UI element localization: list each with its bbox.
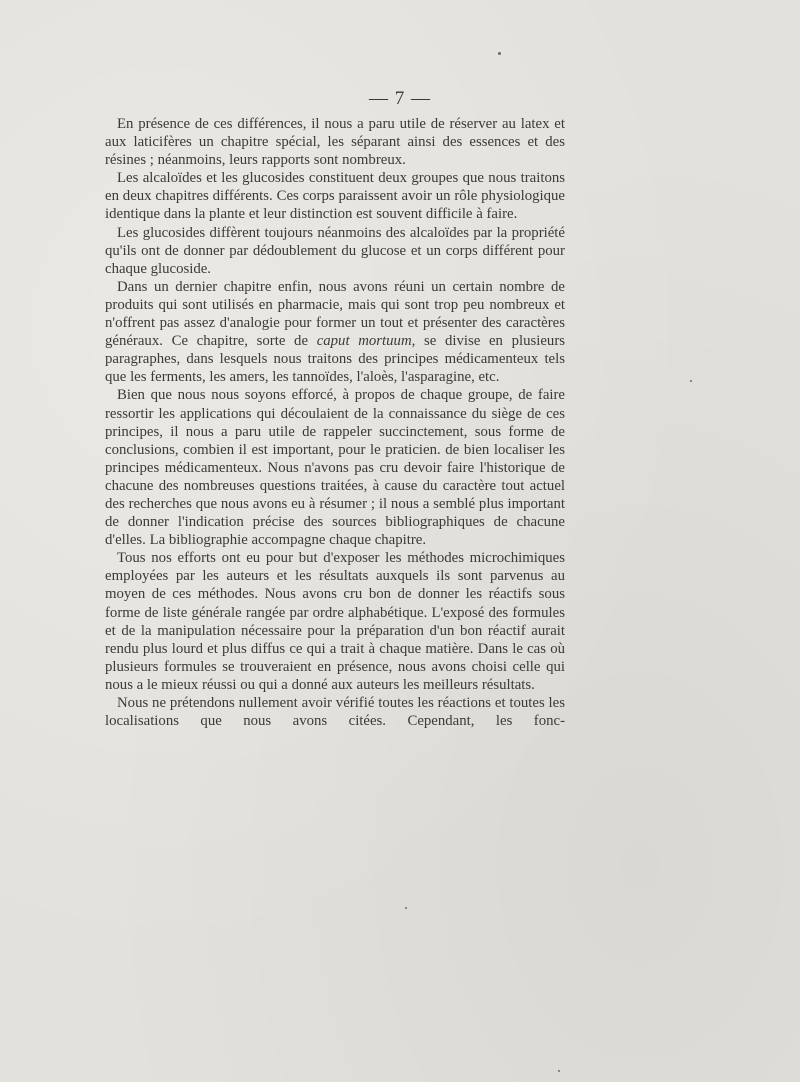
- paper-speck: [690, 380, 692, 382]
- page-number: — 7 —: [369, 88, 431, 109]
- paragraph: [105, 278, 565, 387]
- paragraph: Tous nos efforts ont eu pour but d'exposer les méthodes microchimiques employées par les auteurs et les résultats auxquels ils sont parvenus au moyen de ces méthodes. Nous avons cru bon de donner les réactifs sous forme de liste générale rangée par ordre alphabétique. L'exposé des formules et de la manipulation nécessaire pour la préparation d'un bon réactif aurait rendu plus lourd et plus diffus ce qui a trait à chaque matière. Dans le cas où plusieurs formules se trouveraient en présence, nous avons choisi celle qui nous a le mieux réussi ou qui a donné aux auteurs les meilleurs résultats.: [105, 550, 565, 693]
- paragraph: Les glucosides diffèrent toujours néanmoins des alcaloïdes par la propriété qu'ils ont de donner par dédoublement du glucose et un corps différent pour chaque glucoside.: [105, 224, 565, 277]
- paragraph-text: Dans un dernier chapitre enfin, nous avons réuni un certain nombre de produits qui sont utilisés en pharmacie, mais qui sont trop peu nombreux et n'offrent pas assez d'analogie pour former un tout et présenter des caractères généraux. Ce chapitre, sorte de: [105, 278, 565, 350]
- paragraph: Nous ne prétendons nullement avoir vérifié toutes les réactions et toutes les localisations que nous avons citées. Cependant, les fonc-: [105, 695, 565, 730]
- paragraph: En présence de ces différences, il nous a paru utile de réserver au latex et aux laticifères un chapitre spécial, les séparant ainsi des essences et des résines ; néanmoins, leurs rapports sont nombreux.: [105, 116, 565, 169]
- paragraph: Les alcaloïdes et les glucosides constituent deux groupes que nous traitons en deux chapitres différents. Ces corps paraissent avoir un rôle physiologique identique dans la plante et leur distinction est souvent difficile à faire.: [105, 170, 565, 223]
- paragraph-text: , se divise en plusieurs paragraphes, dans lesquels nous traitons des principes médicamenteux tels que les ferments, les amers, les tannoïdes, l'aloès, l'asparagine, etc.: [105, 333, 566, 386]
- paragraph: Bien que nous nous soyons efforcé, à propos de chaque groupe, de faire ressortir les applications qui découlaient de la connaissance du siège de ces principes, il nous a paru utile de rappeler succinctement, sous forme de conclusions, combien il est important, pour le praticien. de bien localiser les principes médicamenteux. Nous n'avons pas cru devoir faire l'historique de chacune des nombreuses questions traitées, à cause du caractère tout actuel des recherches que nous avons eu à résumer ; il nous a semblé plus important de donner l'indication précise des sources bibliographiques de chacune d'elles. La bibliographie accompagne chaque chapitre.: [105, 387, 565, 549]
- body-text: [105, 115, 565, 730]
- paper-speck: [558, 1070, 560, 1072]
- paper-speck: [405, 907, 407, 909]
- paper-speck: [498, 52, 501, 55]
- latin-phrase: caput mortuum: [316, 333, 412, 350]
